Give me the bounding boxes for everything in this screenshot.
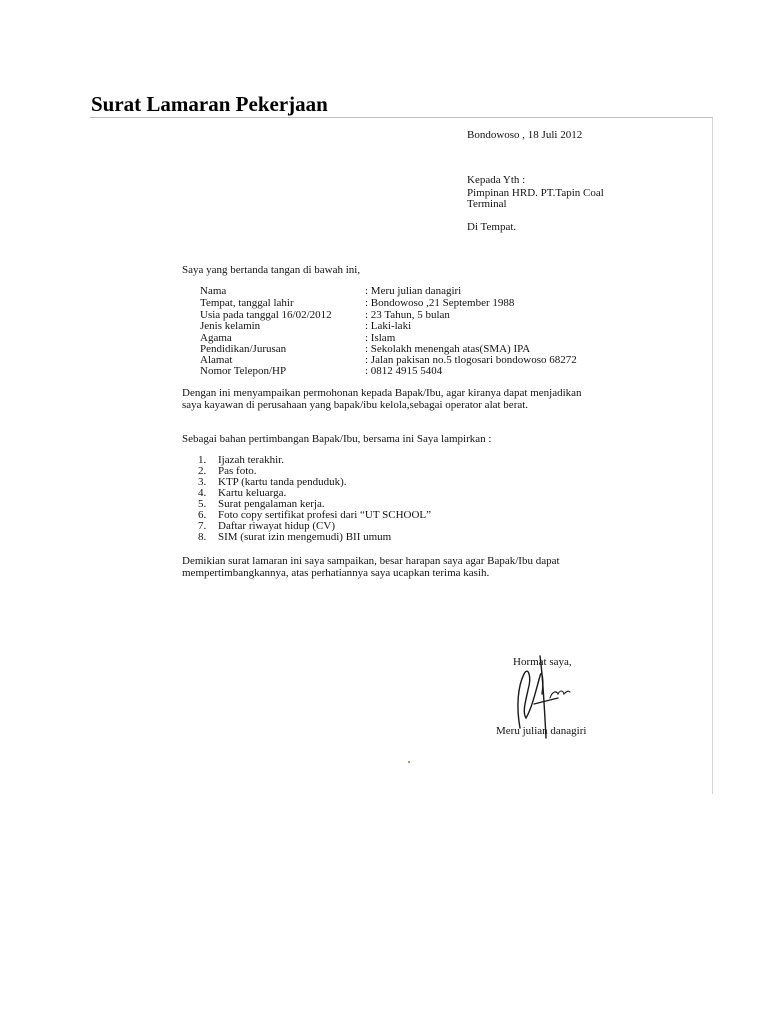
field-value: : Laki-laki xyxy=(365,320,412,332)
sign-off: Hormat saya, xyxy=(513,656,572,668)
list-item-number: 2. xyxy=(198,465,207,477)
field-label: Alamat xyxy=(200,354,233,366)
list-item-number: 3. xyxy=(198,476,207,488)
field-label: Agama xyxy=(200,332,232,344)
closing-paragraph: Demikian surat lamaran ini saya sampaikan, besar harapan saya agar Bapak/Ibu dapat mempertimbangkannya, atas perhatiannya saya ucapkan terima kasih. xyxy=(182,555,560,579)
field-label: Nomor Telepon/HP xyxy=(200,365,287,377)
recipient-line-1: Pimpinan HRD. PT.Tapin Coal xyxy=(467,187,604,199)
list-item: KTP (kartu tanda penduduk). xyxy=(218,476,347,488)
field-value: : Islam xyxy=(365,332,396,344)
list-item-number: 6. xyxy=(198,509,207,521)
list-item: Kartu keluarga. xyxy=(218,487,287,499)
list-item-number: 7. xyxy=(198,520,207,532)
recipient-line-2: Terminal xyxy=(467,198,507,210)
signer-name: Meru julian danagiri xyxy=(496,725,587,737)
opening-line: Saya yang bertanda tangan di bawah ini, xyxy=(182,264,361,276)
field-label: Tempat, tanggal lahir xyxy=(200,297,294,309)
list-item: Pas foto. xyxy=(218,465,257,477)
list-item-number: 4. xyxy=(198,487,207,499)
list-item-number: 1. xyxy=(198,454,207,466)
list-item-number: 5. xyxy=(198,498,207,510)
field-value: : Sekolakh menengah atas(SMA) IPA xyxy=(365,343,531,355)
field-label: Pendidikan/Jurusan xyxy=(200,343,287,355)
list-item-number: 8. xyxy=(198,531,207,543)
page-title: Surat Lamaran Pekerjaan xyxy=(91,92,328,116)
field-value: : Jalan pakisan no.5 tlogosari bondowoso 68272 xyxy=(365,354,577,366)
recipient-location: Di Tempat. xyxy=(467,221,517,233)
list-item: SIM (surat izin mengemudi) BII umum xyxy=(218,531,392,543)
field-label: Jenis kelamin xyxy=(200,320,261,332)
recipient-greeting: Kepada Yth : xyxy=(467,174,526,186)
field-value: : Bondowoso ,21 September 1988 xyxy=(365,297,515,309)
list-item: Daftar riwayat hidup (CV) xyxy=(218,520,335,532)
request-paragraph: Dengan ini menyampaikan permohonan kepada Bapak/Ibu, agar kiranya dapat menjadikan saya kayawan di perusahaan yang bapak/ibu kelola,sebagai operator alat berat. xyxy=(182,387,582,411)
field-label: Usia pada tanggal 16/02/2012 xyxy=(200,309,332,321)
field-value: : 0812 4915 5404 xyxy=(365,365,443,377)
list-item: Surat pengalaman kerja. xyxy=(218,498,325,510)
scanned-letter xyxy=(90,117,713,794)
field-value: : Meru julian danagiri xyxy=(365,285,462,297)
scan-speck xyxy=(408,761,410,763)
field-value: : 23 Tahun, 5 bulan xyxy=(365,309,450,321)
list-item: Ijazah terakhir. xyxy=(218,454,284,466)
place-date: Bondowoso , 18 Juli 2012 xyxy=(467,129,583,141)
field-label: Nama xyxy=(200,285,227,297)
list-item: Foto copy sertifikat profesi dari “UT SCHOOL” xyxy=(218,509,432,521)
attachments-intro: Sebagai bahan pertimbangan Bapak/Ibu, bersama ini Saya lampirkan : xyxy=(182,433,492,445)
